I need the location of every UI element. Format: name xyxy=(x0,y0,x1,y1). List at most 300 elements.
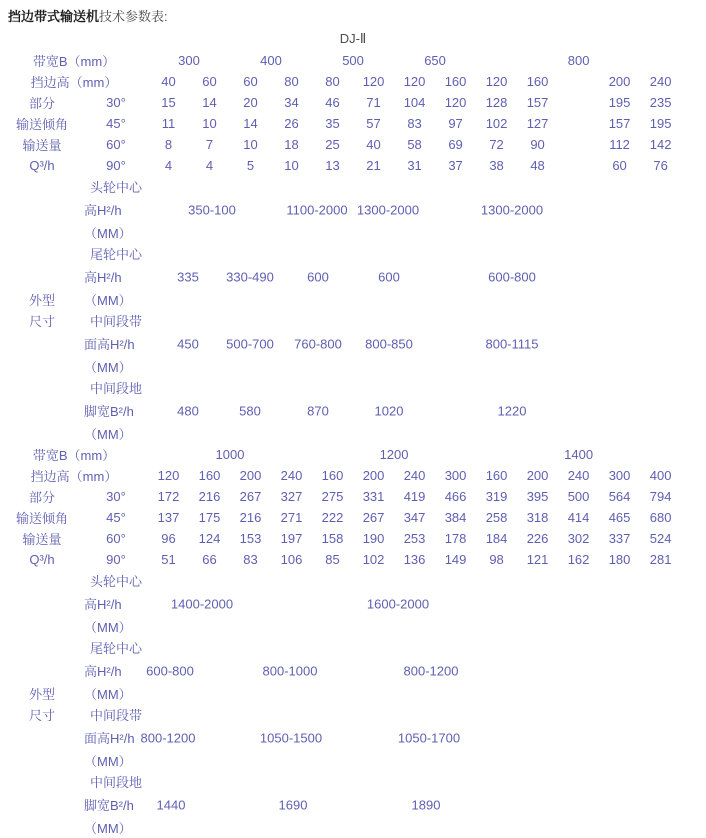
value-cell: 20 xyxy=(243,95,258,110)
value-cell: 258 xyxy=(485,510,508,525)
row-label-b: （MM） xyxy=(84,360,132,375)
empty-cells xyxy=(148,704,706,725)
empty-cells xyxy=(148,356,706,377)
row-label-b: 高H²/h xyxy=(84,270,122,285)
band-group-header: 1400 xyxy=(564,447,594,462)
row-label-a xyxy=(0,264,84,289)
value-cell: 216 xyxy=(239,510,262,525)
span-value: 1440 xyxy=(156,797,186,812)
row-label-a xyxy=(0,570,84,591)
value-cell: 500 xyxy=(567,489,590,504)
spacer-cell xyxy=(681,591,706,616)
value-cell: 37 xyxy=(448,158,463,173)
value-cell: 66 xyxy=(202,552,217,567)
value-cell: 564 xyxy=(608,489,631,504)
value-cell: 226 xyxy=(526,531,549,546)
value-cell: 180 xyxy=(608,552,631,567)
row-label-b: 尾轮中心 xyxy=(90,641,143,656)
value-cell: 10 xyxy=(202,116,217,131)
value-cell: 40 xyxy=(366,137,381,152)
table-row xyxy=(0,134,706,155)
value-cell: 14 xyxy=(243,116,258,131)
value-cell: 5 xyxy=(246,158,255,173)
value-cell: 384 xyxy=(444,510,467,525)
span-values-cell xyxy=(148,197,681,222)
table-row xyxy=(0,486,706,507)
span-value: 450 xyxy=(177,336,199,351)
table-row xyxy=(0,528,706,549)
span-value: 800-1115 xyxy=(485,336,539,351)
row-label-b: 脚宽B²/h xyxy=(84,404,134,419)
value-cell: 195 xyxy=(649,116,672,131)
empty-cells xyxy=(148,423,706,444)
table-row xyxy=(0,222,706,243)
value-cell: 222 xyxy=(321,510,344,525)
value-cell: 240 xyxy=(403,468,426,483)
spec-table xyxy=(0,50,706,838)
value-cell: 60 xyxy=(243,74,258,89)
row-label-a: 外型 xyxy=(28,293,55,308)
row-label-b: 头轮中心 xyxy=(90,574,143,589)
value-cell: 300 xyxy=(608,468,631,483)
span-value: 600 xyxy=(378,269,400,284)
value-cell xyxy=(558,134,599,155)
value-cell: 120 xyxy=(485,74,508,89)
span-value: 1690 xyxy=(278,797,308,812)
value-cell: 162 xyxy=(567,552,590,567)
row-label-a xyxy=(0,423,84,444)
band-group-header: 800 xyxy=(567,53,590,68)
span-value: 800-1200 xyxy=(140,730,196,745)
value-cell: 267 xyxy=(239,489,262,504)
span-values-cell xyxy=(148,398,681,423)
spacer-cell xyxy=(681,549,706,570)
span-value: 1020 xyxy=(374,403,404,418)
span-value: 580 xyxy=(239,403,261,418)
value-cell xyxy=(558,113,599,134)
span-value: 1100-2000 xyxy=(286,202,348,217)
spacer-cell xyxy=(681,71,706,92)
table-row xyxy=(0,197,706,222)
row-label-b: 45° xyxy=(106,116,126,131)
value-cell: 240 xyxy=(567,468,590,483)
value-cell: 127 xyxy=(526,116,549,131)
value-cell: 160 xyxy=(198,468,221,483)
span-value: 1050-1700 xyxy=(397,730,461,745)
value-cell: 524 xyxy=(649,531,672,546)
span-value: 1890 xyxy=(411,797,441,812)
table-row xyxy=(0,176,706,197)
spacer-cell xyxy=(681,134,706,155)
table-row xyxy=(0,507,706,528)
row-label-b: 90° xyxy=(106,158,126,173)
table-row xyxy=(0,591,706,616)
value-cell: 337 xyxy=(608,531,631,546)
value-cell: 153 xyxy=(239,531,262,546)
spacer-cell xyxy=(681,486,706,507)
empty-cells xyxy=(148,243,706,264)
table-row xyxy=(0,356,706,377)
empty-cells xyxy=(148,817,706,838)
spacer-cell xyxy=(681,331,706,356)
row-label-a xyxy=(0,771,84,792)
value-cell: 347 xyxy=(403,510,426,525)
value-cell: 8 xyxy=(164,137,173,152)
value-cell: 40 xyxy=(161,74,176,89)
value-cell: 112 xyxy=(609,137,630,152)
row-label-a xyxy=(0,243,84,264)
table-row xyxy=(0,264,706,289)
value-cell: 160 xyxy=(526,74,549,89)
spacer-cell xyxy=(681,92,706,113)
table-row xyxy=(0,310,706,331)
row-label-a xyxy=(0,197,84,222)
span-value: 1050-1500 xyxy=(259,730,323,745)
value-cell: 71 xyxy=(366,95,381,110)
value-cell: 175 xyxy=(198,510,221,525)
span-value: 1220 xyxy=(497,403,527,418)
value-cell: 680 xyxy=(649,510,672,525)
row-label-a xyxy=(0,792,84,817)
value-cell: 149 xyxy=(444,552,467,567)
table-row xyxy=(0,289,706,310)
table-row xyxy=(0,771,706,792)
span-value: 1300-2000 xyxy=(480,202,544,217)
value-cell: 51 xyxy=(161,552,176,567)
value-cell: 275 xyxy=(321,489,344,504)
row-label-b: 30° xyxy=(106,489,126,504)
value-cell: 10 xyxy=(284,158,299,173)
span-value: 800-1200 xyxy=(403,663,459,678)
span-value: 600 xyxy=(307,269,329,284)
value-cell: 106 xyxy=(280,552,303,567)
value-cell: 26 xyxy=(284,116,299,131)
spacer-cell xyxy=(681,113,706,134)
value-cell: 80 xyxy=(284,74,299,89)
table-row xyxy=(0,616,706,637)
row-label-b: （MM） xyxy=(84,226,132,241)
value-cell: 235 xyxy=(649,95,672,110)
value-cell: 120 xyxy=(403,74,426,89)
row-label-b: 中间段地 xyxy=(90,775,143,790)
value-cell: 395 xyxy=(526,489,549,504)
row-label-b: （MM） xyxy=(84,293,132,308)
value-cell: 102 xyxy=(485,116,508,131)
value-cell: 38 xyxy=(489,158,504,173)
empty-cells xyxy=(148,310,706,331)
row-label-a xyxy=(0,398,84,423)
table-row xyxy=(0,398,706,423)
value-cell: 216 xyxy=(198,489,221,504)
value-cell: 158 xyxy=(321,531,344,546)
row-label-a xyxy=(0,377,84,398)
value-cell xyxy=(558,71,599,92)
table-row xyxy=(0,704,706,725)
table-row xyxy=(0,658,706,683)
value-cell: 281 xyxy=(649,552,672,567)
value-cell: 142 xyxy=(649,137,672,152)
value-cell: 414 xyxy=(567,510,590,525)
value-cell: 80 xyxy=(325,74,340,89)
value-cell: 83 xyxy=(407,116,422,131)
row-label-b: （MM） xyxy=(84,754,132,769)
value-cell: 200 xyxy=(362,468,385,483)
spacer-cell xyxy=(681,528,706,549)
row-label-b: （MM） xyxy=(84,687,132,702)
row-label-b: 脚宽B²/h xyxy=(84,798,134,813)
table-row xyxy=(0,155,706,176)
page-title-bold: 挡边带式输送机 xyxy=(8,9,100,24)
empty-cells xyxy=(148,750,706,771)
row-label-a xyxy=(0,176,84,197)
value-cell: 15 xyxy=(161,95,176,110)
spacer-cell xyxy=(681,444,706,465)
value-cell: 96 xyxy=(161,531,176,546)
band-width-label: 带宽B（mm） xyxy=(32,54,116,69)
table-row xyxy=(0,113,706,134)
row-label-b: 中间段带 xyxy=(90,314,143,329)
row-label-a xyxy=(0,331,84,356)
row-label-a: 部分 xyxy=(28,490,55,505)
value-cell: 197 xyxy=(280,531,303,546)
empty-cells xyxy=(148,377,706,398)
table-row xyxy=(0,570,706,591)
value-cell: 104 xyxy=(403,95,426,110)
value-cell: 318 xyxy=(526,510,549,525)
row-label-a xyxy=(0,222,84,243)
value-cell: 195 xyxy=(608,95,631,110)
empty-cells xyxy=(148,570,706,591)
row-label-a: 尺寸 xyxy=(28,314,55,329)
span-value: 760-800 xyxy=(294,336,342,351)
row-label-b: 高H²/h xyxy=(84,203,122,218)
span-value: 500-700 xyxy=(226,336,274,351)
value-cell: 302 xyxy=(567,531,590,546)
value-cell: 160 xyxy=(321,468,344,483)
value-cell: 400 xyxy=(649,468,672,483)
row-label-a: Q³/h xyxy=(29,158,55,173)
row-label-a xyxy=(0,750,84,771)
value-cell: 419 xyxy=(403,489,426,504)
band-group-header: 400 xyxy=(260,53,282,68)
span-values-cell xyxy=(148,792,681,817)
value-cell: 160 xyxy=(444,74,467,89)
row-label-a xyxy=(0,356,84,377)
row-label-a: 部分 xyxy=(28,96,55,111)
table-row xyxy=(0,750,706,771)
span-value: 1400-2000 xyxy=(170,596,234,611)
spacer-cell xyxy=(681,264,706,289)
table-row xyxy=(0,725,706,750)
row-label-a: 输送倾角 xyxy=(15,511,68,526)
value-cell: 465 xyxy=(608,510,631,525)
row-label: 挡边高（mm） xyxy=(30,75,118,90)
table-row xyxy=(0,71,706,92)
value-cell: 76 xyxy=(653,158,668,173)
table-section-1 xyxy=(0,50,706,444)
spacer-cell xyxy=(681,50,706,71)
table-row xyxy=(0,683,706,704)
value-cell: 4 xyxy=(164,158,173,173)
row-label-a xyxy=(0,817,84,838)
span-value: 600-800 xyxy=(146,663,194,678)
value-cell: 98 xyxy=(489,552,504,567)
value-cell: 4 xyxy=(205,158,214,173)
row-label-b: 高H²/h xyxy=(84,597,122,612)
table-row xyxy=(0,637,706,658)
value-cell: 253 xyxy=(403,531,426,546)
row-label-b: 面高H²/h xyxy=(84,731,135,746)
value-cell: 121 xyxy=(526,552,549,567)
band-group-header: 1000 xyxy=(215,447,245,462)
spacer-cell xyxy=(681,155,706,176)
table-section-2 xyxy=(0,444,706,838)
value-cell: 240 xyxy=(280,468,303,483)
table-row xyxy=(0,792,706,817)
row-label-a: 输送量 xyxy=(22,532,62,547)
value-cell: 267 xyxy=(362,510,385,525)
value-cell: 18 xyxy=(284,137,299,152)
row-label-b: （MM） xyxy=(84,620,132,635)
value-cell xyxy=(558,92,599,113)
value-cell: 21 xyxy=(366,158,381,173)
spacer-cell xyxy=(681,465,706,486)
span-value: 800-1000 xyxy=(262,663,318,678)
band-group-header: 500 xyxy=(342,53,364,68)
band-width-label: 带宽B（mm） xyxy=(32,448,116,463)
span-value: 1600-2000 xyxy=(366,596,430,611)
row-label-b: 面高H²/h xyxy=(84,337,135,352)
table-row xyxy=(0,549,706,570)
table-row xyxy=(0,423,706,444)
table-row xyxy=(0,243,706,264)
value-cell: 172 xyxy=(157,489,180,504)
span-value: 350-100 xyxy=(188,202,236,217)
span-values-cell xyxy=(148,264,681,289)
value-cell: 90 xyxy=(530,137,545,152)
value-cell: 466 xyxy=(444,489,467,504)
value-cell: 331 xyxy=(362,489,385,504)
value-cell: 102 xyxy=(362,552,385,567)
value-cell: 300 xyxy=(444,468,467,483)
row-label-a: 尺寸 xyxy=(28,708,55,723)
value-cell: 57 xyxy=(366,116,381,131)
table-row xyxy=(0,50,706,71)
value-cell: 319 xyxy=(485,489,508,504)
value-cell: 13 xyxy=(325,158,340,173)
row-label-a xyxy=(0,637,84,658)
value-cell: 200 xyxy=(526,468,549,483)
page-title xyxy=(0,0,706,28)
row-label-b: （MM） xyxy=(84,821,132,836)
value-cell: 794 xyxy=(649,489,672,504)
span-values-cell xyxy=(140,725,681,750)
value-cell: 14 xyxy=(202,95,217,110)
band-group-header: 300 xyxy=(178,53,200,68)
span-values-cell xyxy=(148,658,681,683)
span-value: 870 xyxy=(307,403,329,418)
spacer-cell xyxy=(681,792,706,817)
row-label-a xyxy=(0,616,84,637)
row-label-b: 60° xyxy=(106,137,126,152)
empty-cells xyxy=(148,637,706,658)
span-value: 800-850 xyxy=(365,336,413,351)
value-cell: 137 xyxy=(157,510,180,525)
value-cell: 83 xyxy=(243,552,258,567)
row-label-a xyxy=(0,658,84,683)
table-row xyxy=(0,817,706,838)
row-label-a xyxy=(0,725,84,750)
value-cell: 11 xyxy=(161,116,176,131)
value-cell: 97 xyxy=(448,116,463,131)
span-value: 330-490 xyxy=(226,269,274,284)
value-cell: 60 xyxy=(202,74,217,89)
value-cell: 157 xyxy=(608,116,631,131)
empty-cells xyxy=(148,683,706,704)
value-cell: 120 xyxy=(157,468,180,483)
value-cell: 60 xyxy=(612,158,627,173)
value-cell: 48 xyxy=(530,158,545,173)
table-row xyxy=(0,331,706,356)
band-group-header: 650 xyxy=(424,53,446,68)
value-cell: 240 xyxy=(649,74,672,89)
value-cell: 327 xyxy=(280,489,303,504)
row-label-b: 高H²/h xyxy=(84,664,122,679)
value-cell: 58 xyxy=(407,137,422,152)
row-label-b: 90° xyxy=(106,552,126,567)
model-label: DJ-Ⅱ xyxy=(339,31,367,46)
span-value: 600-800 xyxy=(488,269,536,284)
value-cell: 157 xyxy=(526,95,549,110)
value-cell: 271 xyxy=(280,510,303,525)
row-label-b: 中间段带 xyxy=(90,708,143,723)
span-values-cell xyxy=(148,331,681,356)
value-cell: 200 xyxy=(239,468,262,483)
value-cell: 136 xyxy=(403,552,426,567)
row-label-a: 输送量 xyxy=(22,138,62,153)
row-label-a xyxy=(0,591,84,616)
empty-cells xyxy=(148,222,706,243)
value-cell: 10 xyxy=(243,137,258,152)
value-cell: 160 xyxy=(485,468,508,483)
value-cell: 184 xyxy=(485,531,508,546)
value-cell: 120 xyxy=(444,95,467,110)
value-cell: 7 xyxy=(205,137,214,152)
row-label-b: 中间段地 xyxy=(90,381,143,396)
value-cell: 31 xyxy=(407,158,422,173)
value-cell xyxy=(558,155,599,176)
row-label-b: 尾轮中心 xyxy=(90,247,143,262)
spacer-cell xyxy=(681,507,706,528)
value-cell: 25 xyxy=(325,137,340,152)
band-group-header: 1200 xyxy=(379,447,409,462)
value-cell: 200 xyxy=(608,74,631,89)
value-cell: 69 xyxy=(448,137,463,152)
row-label-b: 30° xyxy=(106,95,126,110)
row-label-a: 输送倾角 xyxy=(15,117,68,132)
empty-cells xyxy=(148,771,706,792)
value-cell: 120 xyxy=(362,74,385,89)
span-value: 335 xyxy=(177,269,199,284)
spacer-cell xyxy=(681,658,706,683)
row-label-b: 头轮中心 xyxy=(90,180,143,195)
row-label: 挡边高（mm） xyxy=(30,469,118,484)
value-cell: 35 xyxy=(325,116,340,131)
table-row xyxy=(0,377,706,398)
span-value: 1300-2000 xyxy=(356,202,420,217)
spacer-cell xyxy=(681,725,706,750)
value-cell: 72 xyxy=(489,137,504,152)
